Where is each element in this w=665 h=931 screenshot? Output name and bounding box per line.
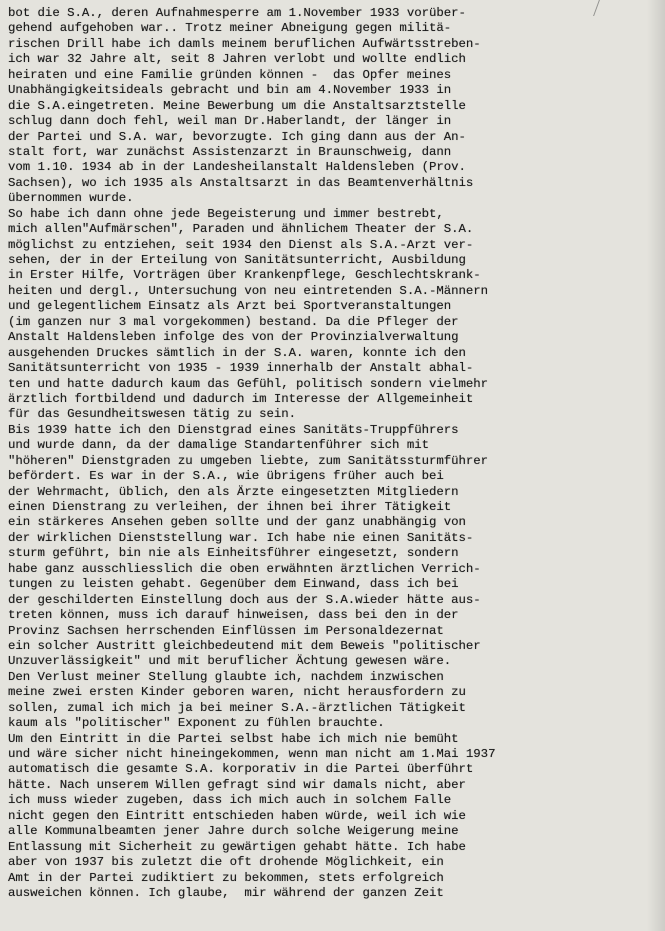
text-line: übernommen wurde. xyxy=(8,191,134,206)
text-line: für das Gesundheitswesen tätig zu sein. xyxy=(8,407,297,422)
text-line: möglichst zu entziehen, seit 1934 den Dienst als S.A.-Arzt ver- xyxy=(8,237,474,252)
text-line: (im ganzen nur 3 mal vorgekommen) bestand. Da die Pfleger der xyxy=(8,314,459,329)
text-line: der geschilderten Einstellung doch aus der S.A.wieder hätte aus- xyxy=(8,592,481,607)
text-line: Um den Eintritt in die Partei selbst habe ich mich nie bemüht xyxy=(8,731,459,746)
text-line: der Wehrmacht, üblich, den als Ärzte eingesetzten Mitgliedern xyxy=(8,484,459,499)
text-line: und wäre sicher nicht hineingekommen, wenn man nicht am 1.Mai 1937 xyxy=(8,747,496,761)
text-line: heiraten und eine Familie gründen können - das Opfer meines xyxy=(8,67,452,82)
text-line: hätte. Nach unserem Willen gefragt sind wir damals nicht, aber xyxy=(8,777,466,792)
text-line: treten können, muss ich darauf hinweisen, dass bei den in der xyxy=(8,608,459,623)
text-line: automatisch die gesamte S.A. korporativ in die Partei überführt xyxy=(8,762,474,777)
text-line: rischen Drill habe ich damls meinem beruflichen Aufwärtsstreben- xyxy=(8,36,481,51)
text-line: ein solcher Austritt gleichbedeutend mit dem Beweis "politischer xyxy=(8,638,481,653)
text-line: Amt in der Partei zudiktiert zu bekommen, stets erfolgreich xyxy=(8,870,444,885)
text-line: So habe ich dann ohne jede Begeisterung und immer bestrebt, xyxy=(8,206,444,221)
text-line: mich allen"Aufmärschen", Paraden und ähnlichem Theater der S.A. xyxy=(8,222,474,237)
text-line: und gelegentlichem Einsatz als Arzt bei Sportveranstaltungen xyxy=(8,299,452,314)
text-line: ten und hatte dadurch kaum das Gefühl, politisch sondern vielmehr xyxy=(8,376,489,391)
text-line: ärztlich fortbildend und dadurch im Interesse der Allgemeinheit xyxy=(8,391,474,406)
text-line: ich muss wieder zugeben, dass ich mich auch in solchem Falle xyxy=(8,793,452,808)
typewritten-text xyxy=(8,6,663,901)
text-line: Bis 1939 hatte ich den Dienstgrad eines Sanitäts-Truppführers xyxy=(8,422,459,437)
text-line: heiten und dergl., Untersuchung von neu eintretenden S.A.-Männern xyxy=(8,283,489,298)
text-line: in Erster Hilfe, Vorträgen über Krankenpflege, Geschlechtskrank- xyxy=(8,268,481,283)
text-line: gehend aufgehoben war.. Trotz meiner Abneigung gegen militä- xyxy=(8,21,452,36)
text-line: tungen zu leisten gehabt. Gegenüber dem Einwand, dass ich bei xyxy=(8,577,459,592)
text-line: ein stärkeres Ansehen geben sollte und der ganz unabhängig von xyxy=(8,515,466,530)
text-line: die S.A.eingetreten. Meine Bewerbung um die Anstaltsarztstelle xyxy=(8,98,466,113)
text-line: meine zwei ersten Kinder geboren waren, nicht herausfordern zu xyxy=(8,685,466,700)
text-line: alle Kommunalbeamten jener Jahre durch solche Weigerung meine xyxy=(8,824,459,839)
text-line: ausweichen können. Ich glaube, mir während der ganzen Zeit xyxy=(8,885,444,900)
text-line: vom 1.10. 1934 ab in der Landesheilanstalt Haldensleben (Prov. xyxy=(8,160,466,175)
text-line: Entlassung mit Sicherheit zu gewärtigen gehabt hätte. Ich habe xyxy=(8,839,466,854)
text-line: kaum als "politischer" Exponent zu fühlen brauchte. xyxy=(8,716,385,731)
text-line: Unzuverlässigkeit" und mit beruflicher Ächtung gewesen wäre. xyxy=(8,654,452,669)
text-line: sturm geführt, bin nie als Einheitsführer eingesetzt, sondern xyxy=(8,546,459,561)
text-line: sehen, der in der Erteilung von Sanitätsunterricht, Ausbildung xyxy=(8,253,466,267)
text-line: Unabhängigkeitsideals gebracht und bin am 4.November 1933 in xyxy=(8,83,452,98)
text-line: schlug dann doch fehl, weil man Dr.Haberlandt, der länger in xyxy=(8,114,452,129)
text-line: der wirklichen Dienststellung war. Ich habe nie einen Sanitäts- xyxy=(8,530,474,545)
text-line: befördert. Es war in der S.A., wie übrigens früher auch bei xyxy=(8,469,444,484)
text-line: bot die S.A., deren Aufnahmesperre am 1.November 1933 vorüber- xyxy=(8,6,466,20)
text-line: der Partei und S.A. war, bevorzugte. Ich ging dann aus der An- xyxy=(8,129,466,144)
text-line: aber von 1937 bis zuletzt die oft drohende Möglichkeit, ein xyxy=(8,855,444,870)
text-line: Provinz Sachsen herrschenden Einflüssen im Personaldezernat xyxy=(8,623,444,638)
text-line: ausgehenden Druckes sämtlich in der S.A. waren, konnte ich den xyxy=(8,345,466,360)
text-line: Sachsen), wo ich 1935 als Anstaltsarzt in das Beamtenverhältnis xyxy=(8,175,474,190)
text-line: ich war 32 Jahre alt, seit 8 Jahren verlobt und wollte endlich xyxy=(8,52,466,67)
text-line: einen Dienstrang zu verleihen, der ihnen bei ihrer Tätigkeit xyxy=(8,500,452,514)
text-line: habe ganz ausschliesslich die oben erwähnten ärztlichen Verrich- xyxy=(8,561,481,576)
text-line: sollen, zumal ich mich ja bei meiner S.A.-ärztlichen Tätigkeit xyxy=(8,700,466,715)
text-line: nicht gegen den Eintritt entschieden haben würde, weil ich wie xyxy=(8,808,466,823)
text-line: und wurde dann, da der damalige Standartenführer sich mit xyxy=(8,438,429,453)
text-line: Den Verlust meiner Stellung glaubte ich, nachdem inzwischen xyxy=(8,669,444,684)
text-line: "höheren" Dienstgraden zu umgeben liebte, zum Sanitätssturmführer xyxy=(8,453,489,468)
text-line: Sanitätsunterricht von 1935 - 1939 innerhalb der Anstalt abhal- xyxy=(8,361,474,376)
text-line: Anstalt Haldensleben infolge des von der Provinzialverwaltung xyxy=(8,330,459,345)
text-line: stalt fort, war zunächst Assistenzarzt in Braunschweig, dann xyxy=(8,144,452,159)
